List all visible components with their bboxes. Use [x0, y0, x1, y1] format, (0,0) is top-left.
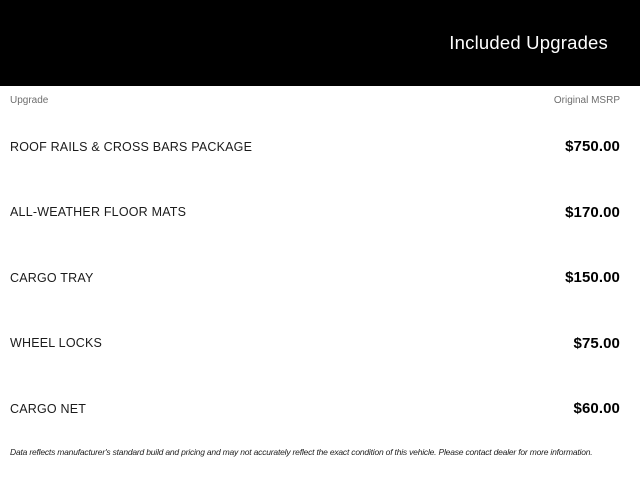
table-row	[0, 311, 640, 377]
panel-header	[0, 0, 640, 86]
table-row	[0, 180, 640, 246]
table-row	[0, 376, 640, 442]
upgrades-table	[0, 114, 640, 442]
upgrade-price: $150.00	[565, 269, 620, 287]
table-column-headers	[0, 86, 640, 114]
upgrade-price: $170.00	[565, 203, 620, 221]
disclaimer-text: Data reflects manufacturer's standard build and pricing and may not accurately reflect the exact condition of this vehicle. Please contact dealer for more information.	[10, 446, 593, 457]
upgrade-price: $750.00	[565, 138, 620, 156]
upgrade-name: WHEEL LOCKS	[10, 336, 103, 351]
upgrade-name: CARGO TRAY	[10, 270, 94, 285]
upgrade-price: $75.00	[573, 334, 620, 352]
table-row	[0, 114, 640, 180]
column-header-original-msrp: Original MSRP	[553, 94, 620, 106]
panel-title: Included Upgrades	[449, 32, 608, 53]
upgrade-name: ROOF RAILS & CROSS BARS PACKAGE	[10, 139, 253, 154]
upgrade-name: CARGO NET	[10, 401, 87, 416]
upgrade-price: $60.00	[573, 400, 620, 418]
upgrade-name: ALL-WEATHER FLOOR MATS	[10, 205, 187, 220]
table-row	[0, 245, 640, 311]
column-header-upgrade: Upgrade	[10, 94, 49, 106]
